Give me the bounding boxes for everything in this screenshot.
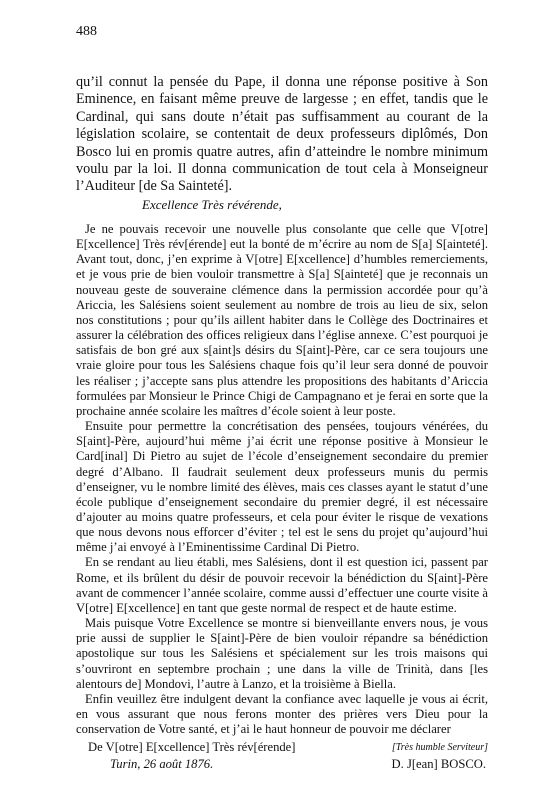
intro-text bbox=[76, 74, 488, 196]
closing-signature: D. J[ean] BOSCO. bbox=[391, 757, 486, 771]
letter-salutation: Excellence Très révérende, bbox=[142, 197, 282, 212]
closing-servant-note: [Très humble Serviteur] bbox=[391, 742, 488, 753]
letter-paragraph-2: Ensuite pour permettre la concrétisation des pensées, toujours vénérées, du S[aint]-Père, aujourd’hui même j’ai écrit une réponse positive à Monsieur le Card[inal] Di Pietro au sujet de l’école d’enseignement secondaire du premier degré d’Albano. Il faudrait seulement deux professeurs munis du permis d’enseigner, vu le nombre limité des élèves, mais ces classes ayant le statut d’une école publique d’enseignement secondaire du premier degré, il est nécessaire d’ajouter au moins quatre professeurs, et cela pour éviter le risque de vexations que nous devons nous efforcer d’éviter ; tel est le sens du projet qu’aujourd’hui même j’ai envoyé à l’Eminentissime Cardinal Di Pietro. bbox=[76, 419, 488, 555]
intro-paragraph: qu’il connut la pensée du Pape, il donna une réponse positive à Son Eminence, en faisant même preuve de largesse ; en effet, tandis que le Cardinal, qui sans doute n’était pas suffisamment au courant de la législation scolaire, se contentait de deux professeurs diplômés, Don Bosco lui en promis quatre autres, afin d’atteindre le nombre minimum voulu par la loi. Il donna communication de tout cela à Monseigneur l’Auditeur [de Sa Sainteté]. bbox=[76, 74, 488, 195]
letter-body bbox=[76, 222, 488, 737]
closing-row-1 bbox=[88, 739, 488, 756]
letter-paragraph-3: En se rendant au lieu établi, mes Salésiens, dont il est question ici, passent par Rome, et ils brûlent du désir de pouvoir recevoir la bénédiction du S[aint]-Père avant de commencer l’année scolaire, comme aussi d’effectuer une courte visite à V[otre] E[xcellence] en tant que geste normal de respect et de haute estime. bbox=[76, 555, 488, 615]
page-number: 488 bbox=[76, 24, 97, 39]
letter-closing bbox=[88, 739, 488, 773]
closing-row-2 bbox=[88, 756, 488, 773]
letter-paragraph-5: Enfin veuillez être indulgent devant la confiance avec laquelle je vous ai écrit, en vous assurant que nous ferons monter des prières vers Dieu pour la conservation de Votre santé, et j’ai le haut honneur de pouvoir me déclarer bbox=[76, 691, 488, 737]
closing-formula: De V[otre] E[xcellence] Très rév[érende] bbox=[88, 740, 296, 754]
letter-paragraph-1: Je ne pouvais recevoir une nouvelle plus consolante que celle que V[otre] E[xcellence] Très rév[érende] eut la bonté de m’écrire au nom de S[a] S[ainteté]. Avant tout, donc, j’en exprime à V[otre] E[xcellence] d’humbles remerciements, et je vous prie de bien vouloir transmettre à S[a] S[ainteté] que je reconnais un nouveau geste de souveraine clémence dans la permission accordée pour qu’à Ariccia, les Salésiens soient seulement au nombre de trois au lieu de six, selon nos constitutions ; pour qu’ils aillent habiter dans le Collège des Doctrinaires et assurer la célébration des offices religieux dans l’église annexe. C’est pourquoi je satisfais de bon gré aux s[aint]s désirs du S[aint]-Père, car ce sera toujours une vraie gloire pour tous les Salésiens chaque fois qu’il leur sera donné de pouvoir les réaliser ; j’accepte sans plus attendre les propositions des habitants d’Ariccia formulées par Monsieur le Prince Chigi de Campagnano et je ferai en sorte que la prochaine année scolaire les maîtres d’école soient à leur poste. bbox=[76, 222, 488, 418]
letter-paragraph-4: Mais puisque Votre Excellence se montre si bienveillante envers nous, je vous prie aussi de supplier le S[aint]-Père de bien vouloir répandre sa bénédiction apostolique sur tous les Salésiens et spécialement sur les trois maisons qui s’ouvriront en septembre prochain ; une dans la ville de Trinità, dans [les alentours de] Mondovi, l’autre à Lanzo, et la troisième à Biella. bbox=[76, 616, 488, 691]
closing-place-date: Turin, 26 août 1876. bbox=[110, 757, 214, 771]
